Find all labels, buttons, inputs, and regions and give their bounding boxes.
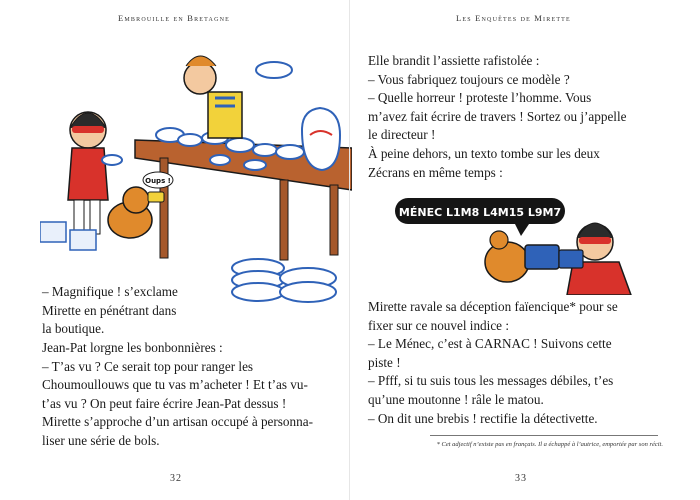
- text-line: piste !: [368, 354, 401, 370]
- cat-with-phone: [485, 231, 559, 282]
- text-line: Zécrans en même temps :: [368, 164, 503, 180]
- text-line: Elle brandit l’assiette rafistolée :: [368, 53, 540, 68]
- text-line: – Pfff, si tu suis tous les messages débiles, t’es: [368, 373, 614, 389]
- footnote-rule: [430, 435, 658, 436]
- stacked-plates: [232, 259, 336, 302]
- oups-text: Oups !: [145, 177, 171, 185]
- text-message-illustration: [395, 190, 655, 295]
- floor-boxes: [40, 222, 96, 250]
- text-line: – Magnifique ! s’exclame: [42, 284, 178, 299]
- text-line: Mirette s’approche d’un artisan occupé à personna-: [42, 414, 313, 430]
- left-narrow-text: [42, 283, 222, 339]
- text-line: – T’as vu ? Ce serait top pour ranger les: [42, 358, 254, 374]
- footnote: * Cet adjectif n’existe pas en français. Il a échappé à l’autrice, emportée par son récit.: [436, 441, 663, 448]
- text-line: la boutique.: [42, 321, 105, 337]
- text-line: Mirette en pénétrant dans: [42, 302, 177, 318]
- right-page: [350, 0, 700, 500]
- text-line: – Le Ménec, c’est à CARNAC ! Suivons cette: [368, 336, 612, 352]
- left-wide-text: [42, 339, 317, 451]
- text-line: m’avez fait écrire de travers ! Sortez ou j’appelle: [368, 108, 627, 124]
- page-number-left: 32: [170, 473, 182, 484]
- text-line: fixer sur ce nouvel indice :: [368, 317, 509, 333]
- text-line: Jean-Pat lorgne les bonbonnières :: [42, 340, 223, 355]
- text-line: le directeur !: [368, 127, 436, 143]
- running-head-right: Les Enquêtes de Mirette: [456, 13, 571, 23]
- right-bottom-text: [368, 298, 658, 428]
- message-text: MÉNEC L1M8 L4M15 L9M7: [398, 206, 562, 219]
- text-line: À peine dehors, un texto tombe sur les deux: [368, 145, 600, 161]
- mirette-with-phone: [559, 223, 631, 295]
- artisan-figure: [184, 56, 292, 138]
- message-bubble: [395, 198, 565, 236]
- cat-jean-pat: [108, 187, 164, 238]
- text-line: liser une série de bols.: [42, 432, 160, 448]
- text-line: Choumoullouws que tu vas m’acheter ! Et t’as vu-: [42, 377, 308, 393]
- right-top-text: [368, 52, 658, 182]
- text-line: Mirette ravale sa déception faïencique* pour se: [368, 299, 618, 314]
- running-head-left: Embrouille en Bretagne: [118, 13, 231, 23]
- page-number-right: 33: [515, 473, 527, 484]
- text-line: – Quelle horreur ! proteste l’homme. Vous: [368, 90, 592, 106]
- oups-speech-bubble: [143, 172, 173, 188]
- boutique-illustration: [40, 40, 352, 310]
- text-line: qu’une moutonne ! râle le matou.: [368, 391, 544, 407]
- text-line: – On dit une brebis ! rectifie la détectivette.: [368, 410, 598, 426]
- text-line: – Vous fabriquez toujours ce modèle ?: [368, 71, 570, 87]
- text-line: t’as vu ? On peut faire écrire Jean-Pat dessus !: [42, 395, 287, 411]
